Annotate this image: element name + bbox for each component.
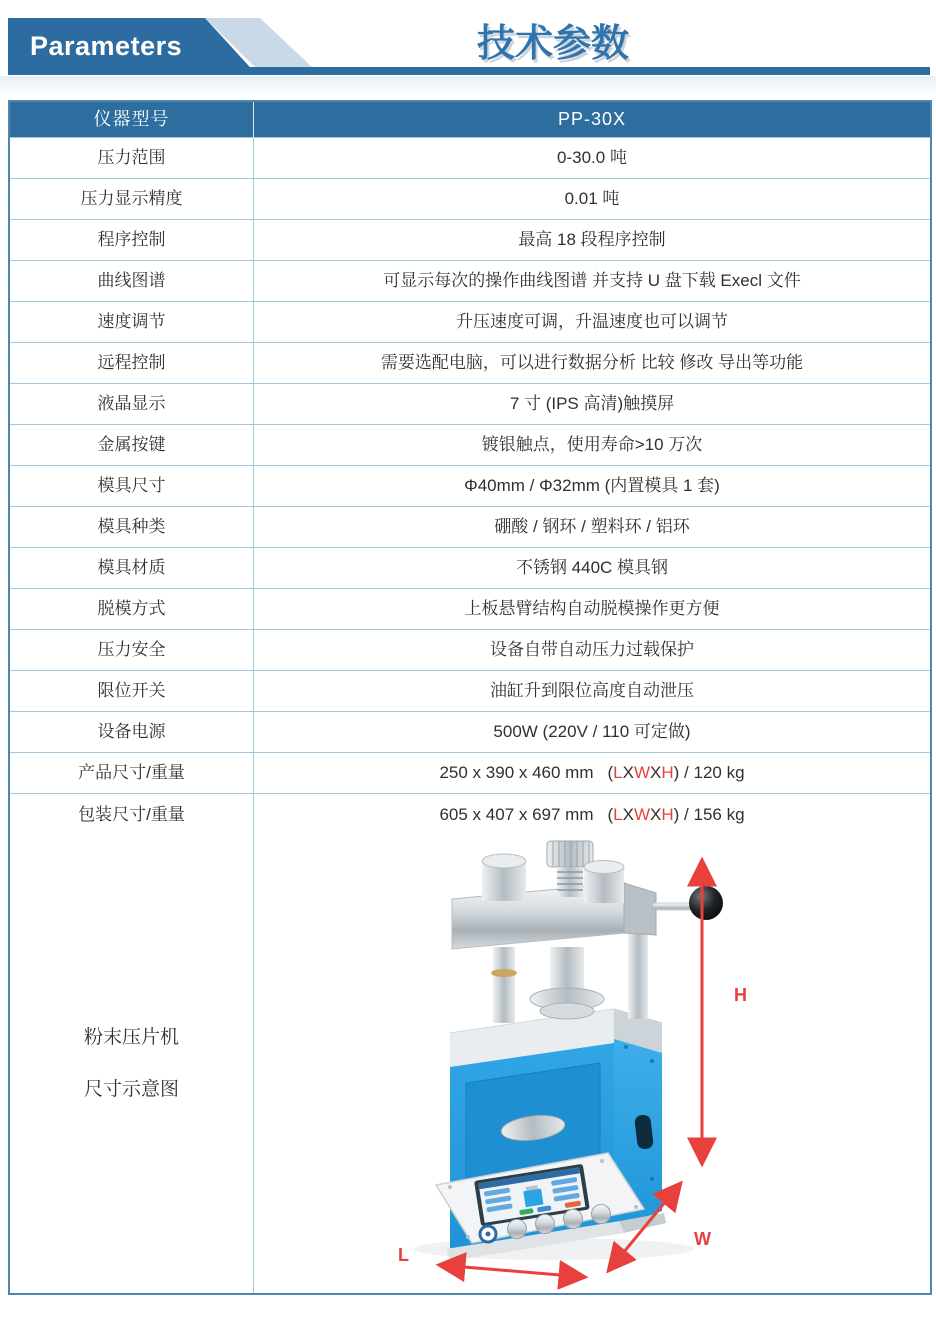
knob bbox=[564, 1210, 583, 1229]
spec-label: 压力显示精度 bbox=[10, 179, 254, 220]
spec-label: 远程控制 bbox=[10, 343, 254, 384]
spec-value: 上板悬臂结构自动脱模操作更方便 bbox=[254, 589, 930, 630]
spec-value: 500W (220V / 110 可定做) bbox=[254, 712, 930, 753]
spec-value: Φ40mm / Φ32mm (内置模具 1 套) bbox=[254, 466, 930, 507]
spec-label: 产品尺寸/重量 bbox=[10, 753, 254, 794]
weight-text: ) / 120 kg bbox=[673, 763, 745, 783]
spec-value: 0.01 吨 bbox=[254, 179, 930, 220]
spec-label: 限位开关 bbox=[10, 671, 254, 712]
spec-label: 模具材质 bbox=[10, 548, 254, 589]
spec-value: 油缸升到限位高度自动泄压 bbox=[254, 671, 930, 712]
spec-value: 不锈钢 440C 模具钢 bbox=[254, 548, 930, 589]
lever-ball-handle bbox=[689, 886, 723, 920]
spec-value: 需要选配电脑，可以进行数据分析 比较 修改 导出等功能 bbox=[254, 343, 930, 384]
spec-label: 液晶显示 bbox=[10, 384, 254, 425]
spec-label: 曲线图谱 bbox=[10, 261, 254, 302]
diagram-cell bbox=[254, 835, 930, 1293]
parameters-badge: Parameters bbox=[30, 31, 183, 61]
caption-line-1: 粉末压片机 bbox=[83, 1027, 179, 1049]
length-arrow-icon bbox=[440, 1265, 584, 1277]
page-header bbox=[0, 0, 936, 95]
spec-value: 最高 18 段程序控制 bbox=[254, 220, 930, 261]
spec-label: 模具种类 bbox=[10, 507, 254, 548]
spec-label: 包装尺寸/重量 bbox=[10, 794, 254, 835]
spec-value: 可显示每次的操作曲线图谱 并支持 U 盘下载 Execl 文件 bbox=[254, 261, 930, 302]
spec-value: 0-30.0 吨 bbox=[254, 138, 930, 179]
dim-x2: X bbox=[650, 763, 662, 783]
spec-label: 压力范围 bbox=[10, 138, 254, 179]
dim-h: H bbox=[661, 804, 674, 824]
spec-label: 速度调节 bbox=[10, 302, 254, 343]
size-text: 250 x 390 x 460 mm bbox=[439, 763, 594, 783]
size-text: 605 x 407 x 697 mm bbox=[439, 804, 594, 824]
table-header-value: PP-30X bbox=[254, 102, 930, 138]
spec-value: 镀银触点，使用寿命>10 万次 bbox=[254, 425, 930, 466]
dim-l: L bbox=[613, 763, 623, 783]
spec-label: 压力安全 bbox=[10, 630, 254, 671]
spec-value: 7 寸 (IPS 高清)触摸屏 bbox=[254, 384, 930, 425]
title-underline-bar bbox=[250, 67, 930, 75]
dim-w: W bbox=[633, 763, 651, 783]
page-title: 技术参数 bbox=[476, 23, 629, 65]
spec-value: 硼酸 / 钢环 / 塑料环 / 铝环 bbox=[254, 507, 930, 548]
machine-illustration bbox=[254, 835, 926, 1291]
knob bbox=[592, 1205, 611, 1224]
spec-value-dimensions bbox=[254, 753, 930, 794]
dim-h: H bbox=[661, 763, 674, 783]
spec-value-dimensions bbox=[254, 794, 930, 835]
spec-label: 设备电源 bbox=[10, 712, 254, 753]
banner-fade bbox=[0, 76, 936, 95]
spec-label: 脱模方式 bbox=[10, 589, 254, 630]
spec-label: 模具尺寸 bbox=[10, 466, 254, 507]
caption-line-2: 尺寸示意图 bbox=[83, 1079, 179, 1100]
weight-text: ) / 156 kg bbox=[673, 804, 745, 824]
dim-x1: X bbox=[622, 763, 634, 783]
l-dimension-label: L bbox=[398, 1245, 409, 1265]
dim-x1: X bbox=[622, 804, 634, 824]
spec-label: 程序控制 bbox=[10, 220, 254, 261]
spec-value: 设备自带自动压力过载保护 bbox=[254, 630, 930, 671]
press-assembly bbox=[452, 841, 723, 1023]
spec-value: 升压速度可调，升温速度也可以调节 bbox=[254, 302, 930, 343]
spec-table bbox=[8, 100, 932, 1295]
dim-l: L bbox=[613, 804, 623, 824]
paren-open: ( bbox=[607, 763, 614, 783]
spec-label: 金属按键 bbox=[10, 425, 254, 466]
w-dimension-label: W bbox=[694, 1229, 711, 1249]
h-dimension-label: H bbox=[734, 985, 747, 1005]
diagram-caption bbox=[10, 835, 254, 1293]
knob bbox=[508, 1220, 527, 1239]
paren-open: ( bbox=[607, 804, 614, 824]
knob bbox=[536, 1215, 555, 1234]
dim-x2: X bbox=[650, 804, 662, 824]
dim-w: W bbox=[633, 804, 651, 824]
table-header-label: 仪器型号 bbox=[10, 102, 254, 138]
